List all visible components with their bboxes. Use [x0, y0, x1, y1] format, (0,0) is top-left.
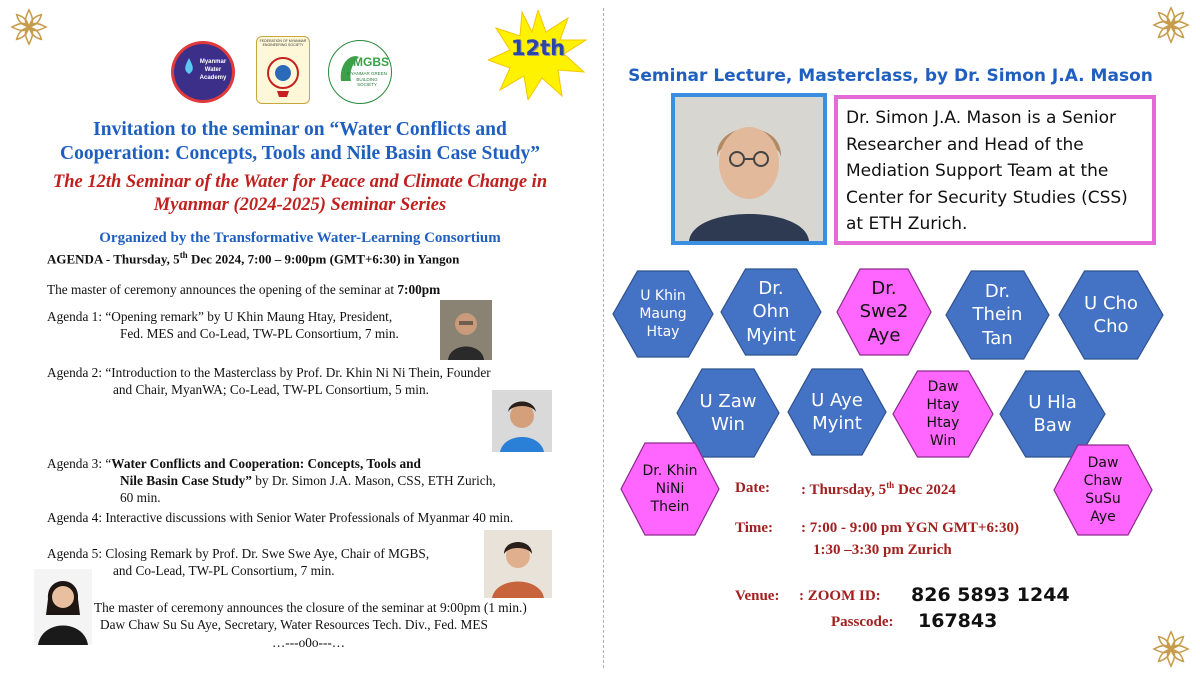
agenda-title-bold: Water Conflicts and Cooperation: Concepts, Tools and [111, 456, 421, 471]
invitation-subtitle-line: The 12th Seminar of the Water for Peace and Climate Change in [52, 172, 548, 192]
badge-label: 12th [510, 36, 566, 60]
lotus-ornament-icon [1152, 6, 1190, 44]
participant-name: Dr. Swe2 Aye [859, 277, 909, 346]
speaker-photo [484, 530, 552, 598]
date-text: : Thursday, 5 [801, 482, 887, 498]
venue-value: : ZOOM ID: [799, 588, 881, 604]
agenda-line: and Chair, MyanWA; Co-Lead, TW-PL Consortium, 5 min. [113, 382, 429, 397]
agenda-item-2 [47, 364, 491, 398]
speaker-photo [34, 569, 92, 645]
participant-name: Dr. Thein Tan [972, 280, 1023, 349]
lotus-ornament-icon [1152, 630, 1190, 668]
participant-name: Dr. Ohn Myint [746, 277, 796, 346]
seminar-lecture-title: Seminar Lecture, Masterclass, by Dr. Simon J.A. Mason [628, 66, 1153, 86]
agenda-item-1 [47, 308, 399, 342]
opening-text: The master of ceremony announces the opening of the seminar at [47, 282, 398, 297]
lotus-ornament-icon [10, 8, 48, 46]
participant-name: U Cho Cho [1084, 292, 1138, 337]
speaker-photo [492, 390, 552, 452]
agenda-line: Agenda 5: Closing Remark by Prof. Dr. Swe Swe Aye, Chair of MGBS, [47, 546, 430, 561]
agenda-item-4: Agenda 4: Interactive discussions with Senior Water Professionals of Myanmar 40 min. [47, 510, 514, 525]
agenda-line: and Co-Lead, TW-PL Consortium, 7 min. [113, 563, 335, 578]
date-sup: th [886, 480, 895, 490]
invitation-subtitle-line: Myanmar (2024-2025) Seminar Series [153, 195, 447, 215]
agenda-line: 60 min. [120, 490, 161, 505]
organizer-line: Organized by the Transformative Water-Learning Consortium [99, 230, 501, 246]
participant-name: Dr. Khin NiNi Thein [642, 462, 698, 516]
agenda-title-bold: Nile Basin Case Study” [120, 473, 252, 488]
participant-name: Daw Chaw SuSu Aye [1083, 454, 1123, 526]
agenda-heading [47, 250, 459, 267]
center-divider [603, 8, 604, 668]
opening-announcement [47, 281, 440, 298]
invitation-subtitle [20, 171, 580, 217]
agenda-line: Fed. MES and Co-Lead, TW-PL Consortium, 7 min. [120, 326, 399, 341]
participant-hexagon [787, 368, 887, 456]
agenda-line: Agenda 2: “Introduction to the Masterclass by Prof. Dr. Khin Ni Ni Thein, Founder [47, 365, 491, 380]
zoom-id[interactable]: 826 5893 1244 [911, 584, 1070, 606]
closing-line: The master of ceremony announces the closure of the seminar at 9:00pm (1 min.) [94, 600, 527, 615]
participant-hexagon [720, 268, 822, 356]
myanmar-water-academy-logo [171, 41, 235, 103]
time-value-ygn: : 7:00 - 9:00 pm YGN GMT+6:30) [801, 520, 1019, 536]
participant-hexagon [612, 270, 714, 358]
participant-name: U Zaw Win [699, 390, 757, 435]
mwa-logo-text: Myanmar Water Academy [199, 59, 227, 81]
opening-time: 7:00pm [397, 282, 441, 297]
agenda-line: Agenda 3: “ [47, 456, 112, 471]
fmes-logo [256, 36, 310, 104]
closing-announcement [94, 599, 527, 633]
agenda-heading-text: AGENDA - Thursday, 5 [47, 251, 180, 267]
closing-line: Daw Chaw Su Su Aye, Secretary, Water Resources Tech. Div., Fed. MES [100, 617, 488, 632]
participant-hexagon [1058, 270, 1164, 360]
participant-hexagon [1053, 444, 1153, 536]
mgbs-logo [328, 40, 392, 104]
passcode-label: Passcode: [831, 614, 894, 630]
participant-hexagon [620, 442, 720, 536]
participant-hexagon [945, 270, 1050, 360]
fmes-logo-text: FEDERATION OF MYANMAR ENGINEERING SOCIETY [259, 39, 307, 47]
mason-photo [671, 93, 827, 245]
invitation-title-line: Cooperation: Concepts, Tools and Nile Basin Case Study” [60, 143, 540, 164]
end-mark: …---o0o---… [272, 635, 346, 650]
date-value [801, 480, 956, 499]
agenda-heading-text: Dec 2024, 7:00 – 9:00pm (GMT+6:30) in Yangon [187, 251, 460, 267]
mgbs-logo-abbr: MGBS [353, 55, 389, 69]
agenda-item-5 [47, 545, 429, 579]
venue-label: Venue: [735, 588, 780, 604]
invitation-title [20, 118, 580, 166]
agenda-heading-sup: th [179, 250, 188, 260]
time-label: Time: [735, 520, 774, 536]
participant-hexagon [892, 370, 994, 458]
participant-name: U Khin Maung Htay [639, 287, 687, 341]
agenda-line: by Dr. Simon J.A. Mason, CSS, ETH Zurich, [251, 473, 496, 488]
agenda-item-3 [47, 455, 496, 506]
participant-name: Daw Htay Htay Win [926, 378, 960, 450]
date-label: Date: [735, 480, 770, 496]
participant-name: U Aye Myint [811, 389, 863, 434]
participant-hexagon [836, 268, 932, 356]
speaker-photo [440, 300, 492, 360]
participant-name: U Hla Baw [1028, 391, 1077, 436]
invitation-title-line: Invitation to the seminar on “Water Conflicts and [93, 119, 507, 140]
mgbs-logo-name: MYANMAR GREEN BUILDING SOCIETY [347, 71, 387, 87]
zoom-passcode[interactable]: 167843 [918, 610, 998, 632]
agenda-line: Agenda 1: “Opening remark” by U Khin Maung Htay, President, [47, 309, 393, 324]
speaker-bio: Dr. Simon J.A. Mason is a Senior Researcher and Head of the Mediation Support Team at the Center for Security Studies (CSS) at ETH Zurich. [834, 95, 1156, 245]
time-value-zurich: 1:30 –3:30 pm Zurich [813, 542, 952, 558]
date-text: Dec 2024 [894, 482, 956, 498]
